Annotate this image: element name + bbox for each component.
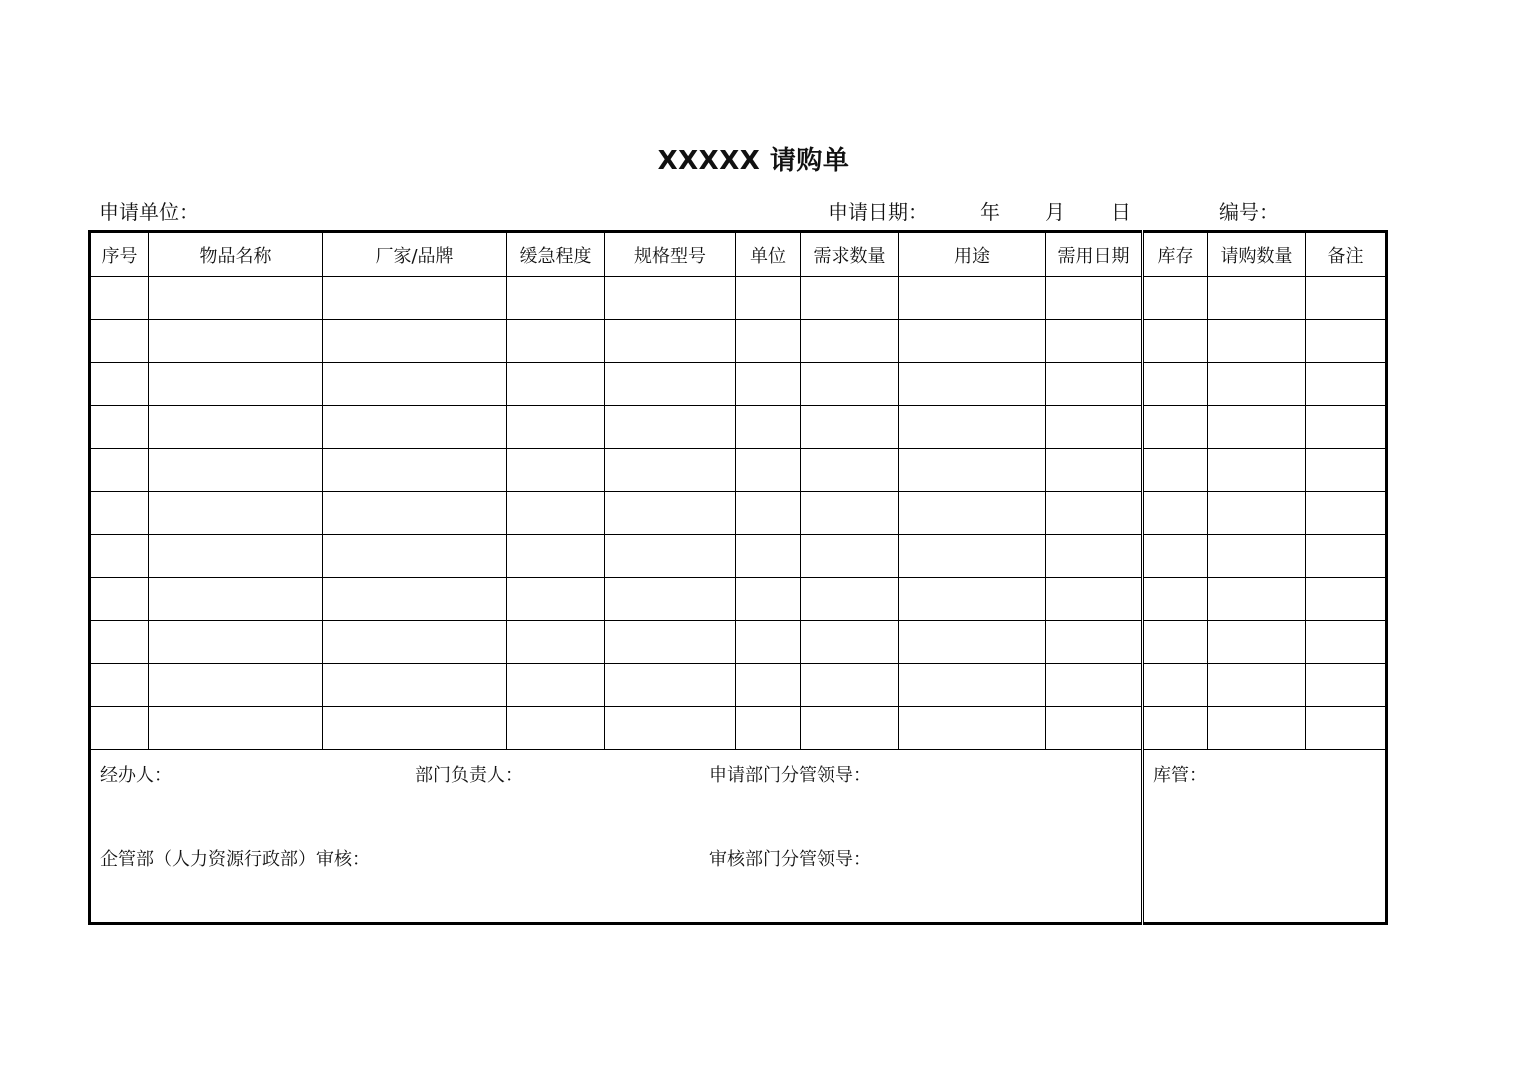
cell-required-qty[interactable]: [801, 363, 899, 406]
cell-remarks[interactable]: [1306, 578, 1387, 621]
table-row: [90, 449, 1387, 492]
table-row: [90, 363, 1387, 406]
apply-dept-leader-label: 申请部门分管领导：: [709, 765, 871, 786]
cell-item-name[interactable]: [149, 363, 323, 406]
cell-urgency[interactable]: [507, 492, 605, 535]
cell-seq[interactable]: [90, 406, 149, 449]
cell-urgency[interactable]: [507, 406, 605, 449]
handler-label: 经办人：: [100, 765, 172, 786]
col-header-unit: 单位: [736, 232, 801, 277]
cell-remarks[interactable]: [1306, 621, 1387, 664]
col-header-required-date: 需用日期: [1046, 232, 1143, 277]
cell-purchase-qty[interactable]: [1208, 406, 1306, 449]
cell-stock[interactable]: [1143, 492, 1208, 535]
col-header-urgency: 缓急程度: [507, 232, 605, 277]
form-title: XXXXX 请购单: [657, 146, 850, 176]
cell-required-date[interactable]: [1046, 535, 1143, 578]
cell-unit[interactable]: [736, 535, 801, 578]
cell-specification[interactable]: [605, 578, 736, 621]
cell-specification[interactable]: [605, 535, 736, 578]
cell-manufacturer-brand[interactable]: [323, 535, 507, 578]
cell-remarks[interactable]: [1306, 449, 1387, 492]
item-rows: [90, 277, 1387, 750]
cell-stock[interactable]: [1143, 621, 1208, 664]
cell-specification[interactable]: [605, 277, 736, 320]
applicant-unit-label: 申请单位：: [99, 200, 199, 224]
cell-stock[interactable]: [1143, 277, 1208, 320]
cell-urgency[interactable]: [507, 621, 605, 664]
cell-required-date[interactable]: [1046, 621, 1143, 664]
cell-remarks[interactable]: [1306, 535, 1387, 578]
apply-date-label: 申请日期：: [828, 200, 928, 224]
col-header-required-qty: 需求数量: [801, 232, 899, 277]
cell-seq[interactable]: [90, 277, 149, 320]
col-header-seq: 序号: [90, 232, 149, 277]
cell-urgency[interactable]: [507, 578, 605, 621]
cell-item-name[interactable]: [149, 535, 323, 578]
table-row: [90, 492, 1387, 535]
cell-unit[interactable]: [736, 406, 801, 449]
cell-seq[interactable]: [90, 492, 149, 535]
cell-item-name[interactable]: [149, 449, 323, 492]
cell-unit[interactable]: [736, 363, 801, 406]
warehouse-block: [1143, 750, 1387, 924]
cell-required-qty[interactable]: [801, 535, 899, 578]
cell-purpose[interactable]: [899, 277, 1046, 320]
cell-purpose[interactable]: [899, 707, 1046, 750]
cell-required-date[interactable]: [1046, 664, 1143, 707]
cell-item-name[interactable]: [149, 492, 323, 535]
cell-item-name[interactable]: [149, 707, 323, 750]
cell-required-date[interactable]: [1046, 492, 1143, 535]
cell-specification[interactable]: [605, 707, 736, 750]
cell-required-qty[interactable]: [801, 492, 899, 535]
cell-manufacturer-brand[interactable]: [323, 578, 507, 621]
cell-remarks[interactable]: [1306, 320, 1387, 363]
cell-remarks[interactable]: [1306, 406, 1387, 449]
signature-row: [90, 750, 1387, 924]
cell-unit[interactable]: [736, 707, 801, 750]
col-header-item-name: 物品名称: [149, 232, 323, 277]
col-header-purchase-qty: 请购数量: [1208, 232, 1306, 277]
cell-urgency[interactable]: [507, 664, 605, 707]
table-row: [90, 664, 1387, 707]
col-header-specification: 规格型号: [605, 232, 736, 277]
cell-remarks[interactable]: [1306, 707, 1387, 750]
cell-purchase-qty[interactable]: [1208, 535, 1306, 578]
cell-required-qty[interactable]: [801, 406, 899, 449]
cell-required-date[interactable]: [1046, 320, 1143, 363]
cell-urgency[interactable]: [507, 535, 605, 578]
header-row: [90, 232, 1387, 277]
cell-required-date[interactable]: [1046, 707, 1143, 750]
cell-urgency[interactable]: [507, 277, 605, 320]
cell-manufacturer-brand[interactable]: [323, 664, 507, 707]
table-row: [90, 707, 1387, 750]
cell-required-qty[interactable]: [801, 277, 899, 320]
col-header-manufacturer-brand: 厂家/品牌: [323, 232, 507, 277]
warehouse-label: 库管：: [1153, 765, 1207, 786]
cell-required-qty[interactable]: [801, 621, 899, 664]
cell-required-date[interactable]: [1046, 363, 1143, 406]
cell-item-name[interactable]: [149, 578, 323, 621]
cell-seq[interactable]: [90, 535, 149, 578]
hr-admin-review-label: 企管部（人力资源行政部）审核：: [100, 849, 370, 870]
cell-purpose[interactable]: [899, 406, 1046, 449]
cell-item-name[interactable]: [149, 406, 323, 449]
number-label: 编号：: [1219, 200, 1279, 224]
cell-specification[interactable]: [605, 406, 736, 449]
cell-unit[interactable]: [736, 664, 801, 707]
cell-item-name[interactable]: [149, 320, 323, 363]
cell-remarks[interactable]: [1306, 664, 1387, 707]
cell-purchase-qty[interactable]: [1208, 363, 1306, 406]
cell-item-name[interactable]: [149, 664, 323, 707]
cell-specification[interactable]: [605, 320, 736, 363]
cell-stock[interactable]: [1143, 449, 1208, 492]
cell-stock[interactable]: [1143, 578, 1208, 621]
cell-specification[interactable]: [605, 449, 736, 492]
cell-seq[interactable]: [90, 320, 149, 363]
table-row: [90, 578, 1387, 621]
cell-required-date[interactable]: [1046, 578, 1143, 621]
cell-unit[interactable]: [736, 449, 801, 492]
col-header-stock: 库存: [1143, 232, 1208, 277]
cell-stock[interactable]: [1143, 664, 1208, 707]
cell-manufacturer-brand[interactable]: [323, 707, 507, 750]
cell-seq[interactable]: [90, 578, 149, 621]
cell-urgency[interactable]: [507, 449, 605, 492]
cell-unit[interactable]: [736, 492, 801, 535]
cell-seq[interactable]: [90, 707, 149, 750]
cell-seq[interactable]: [90, 363, 149, 406]
cell-unit[interactable]: [736, 277, 801, 320]
col-header-purpose: 用途: [899, 232, 1046, 277]
cell-manufacturer-brand[interactable]: [323, 406, 507, 449]
cell-manufacturer-brand[interactable]: [323, 449, 507, 492]
cell-seq[interactable]: [90, 621, 149, 664]
cell-purpose[interactable]: [899, 535, 1046, 578]
cell-purchase-qty[interactable]: [1208, 277, 1306, 320]
cell-purchase-qty[interactable]: [1208, 449, 1306, 492]
signature-block: [90, 750, 1143, 924]
cell-remarks[interactable]: [1306, 277, 1387, 320]
cell-stock[interactable]: [1143, 320, 1208, 363]
cell-purchase-qty[interactable]: [1208, 578, 1306, 621]
table-row: [90, 320, 1387, 363]
cell-required-qty[interactable]: [801, 707, 899, 750]
cell-stock[interactable]: [1143, 535, 1208, 578]
cell-manufacturer-brand[interactable]: [323, 363, 507, 406]
cell-purpose[interactable]: [899, 664, 1046, 707]
cell-seq[interactable]: [90, 449, 149, 492]
cell-seq[interactable]: [90, 664, 149, 707]
cell-required-date[interactable]: [1046, 406, 1143, 449]
purchase-request-table: [88, 230, 1388, 925]
cell-stock[interactable]: [1143, 406, 1208, 449]
table-row: [90, 621, 1387, 664]
cell-purchase-qty[interactable]: [1208, 320, 1306, 363]
dept-head-label: 部门负责人：: [415, 765, 523, 786]
cell-specification[interactable]: [605, 621, 736, 664]
cell-purpose[interactable]: [899, 320, 1046, 363]
cell-required-qty[interactable]: [801, 578, 899, 621]
cell-required-date[interactable]: [1046, 277, 1143, 320]
table-row: [90, 277, 1387, 320]
cell-item-name[interactable]: [149, 621, 323, 664]
cell-unit[interactable]: [736, 320, 801, 363]
cell-required-qty[interactable]: [801, 664, 899, 707]
col-header-remarks: 备注: [1306, 232, 1387, 277]
cell-unit[interactable]: [736, 621, 801, 664]
cell-required-qty[interactable]: [801, 320, 899, 363]
cell-urgency[interactable]: [507, 320, 605, 363]
cell-urgency[interactable]: [507, 707, 605, 750]
cell-purpose[interactable]: [899, 449, 1046, 492]
cell-purchase-qty[interactable]: [1208, 621, 1306, 664]
cell-purpose[interactable]: [899, 492, 1046, 535]
cell-urgency[interactable]: [507, 363, 605, 406]
cell-purpose[interactable]: [899, 578, 1046, 621]
month-label: 月: [1045, 200, 1065, 224]
cell-stock[interactable]: [1143, 363, 1208, 406]
day-label: 日: [1111, 200, 1131, 224]
table-row: [90, 535, 1387, 578]
table-row: [90, 406, 1387, 449]
cell-remarks[interactable]: [1306, 363, 1387, 406]
cell-purchase-qty[interactable]: [1208, 664, 1306, 707]
cell-required-qty[interactable]: [801, 449, 899, 492]
cell-manufacturer-brand[interactable]: [323, 621, 507, 664]
review-dept-leader-label: 审核部门分管领导：: [709, 849, 871, 870]
year-label: 年: [980, 200, 1000, 224]
cell-purpose[interactable]: [899, 363, 1046, 406]
cell-stock[interactable]: [1143, 707, 1208, 750]
cell-purpose[interactable]: [899, 621, 1046, 664]
cell-required-date[interactable]: [1046, 449, 1143, 492]
cell-manufacturer-brand[interactable]: [323, 277, 507, 320]
cell-specification[interactable]: [605, 363, 736, 406]
cell-manufacturer-brand[interactable]: [323, 492, 507, 535]
cell-purchase-qty[interactable]: [1208, 707, 1306, 750]
cell-specification[interactable]: [605, 492, 736, 535]
cell-specification[interactable]: [605, 664, 736, 707]
cell-unit[interactable]: [736, 578, 801, 621]
cell-manufacturer-brand[interactable]: [323, 320, 507, 363]
cell-purchase-qty[interactable]: [1208, 492, 1306, 535]
cell-item-name[interactable]: [149, 277, 323, 320]
cell-remarks[interactable]: [1306, 492, 1387, 535]
